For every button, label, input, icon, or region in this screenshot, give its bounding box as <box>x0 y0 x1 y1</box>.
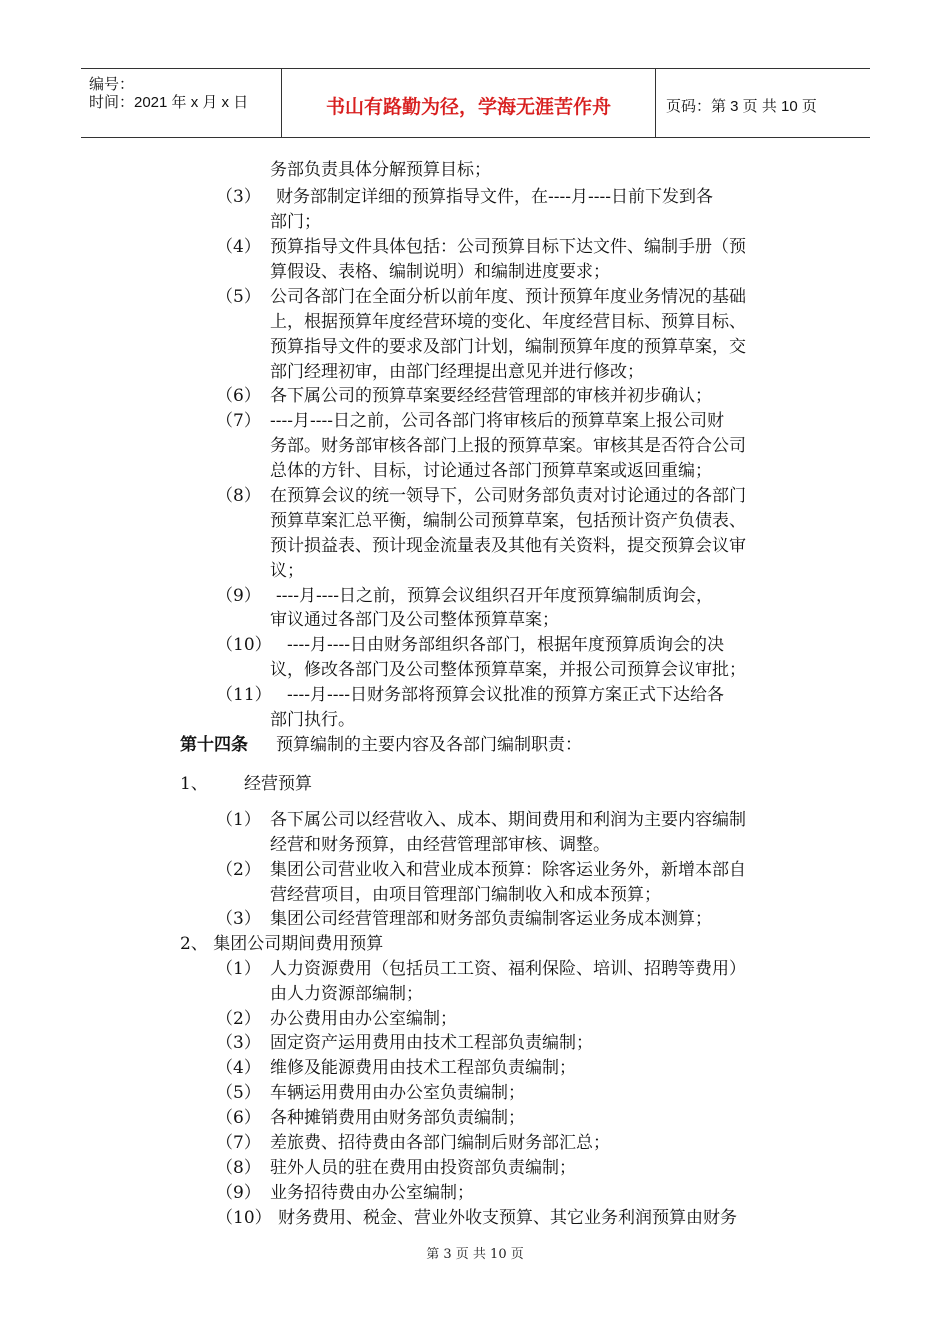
text-line: ----月----日之前，预算会议组织召开年度预算编制质询会， <box>276 586 713 606</box>
text-line: 议； <box>270 561 304 581</box>
text-line: 预算草案汇总平衡，编制公司预算草案，包括预计资产负债表、 <box>270 511 746 531</box>
item-number: （5） <box>216 1083 261 1103</box>
text-line: ----月----日财务部将预算会议批准的预算方案正式下达给各 <box>287 685 724 705</box>
text-line: 审议通过各部门及公司整体预算草案； <box>270 610 559 630</box>
page-header <box>81 68 870 138</box>
text-line: 在预算会议的统一领导下，公司财务部负责对讨论通过的各部门 <box>270 486 746 506</box>
text-line: 人力资源费用（包括员工工资、福利保险、培训、招聘等费用） <box>270 959 746 979</box>
text-line: 营经营项目，由项目管理部门编制收入和成本预算； <box>270 885 661 905</box>
header-page-number: 页码：第 3 页 共 10 页 <box>666 98 817 115</box>
text-line: 务部。财务部审核各部门上报的预算草案。审核其是否符合公司 <box>270 436 746 456</box>
item-number: （6） <box>216 1108 261 1128</box>
article-title: 预算编制的主要内容及各部门编制职责： <box>276 735 582 755</box>
text-line: 部门执行。 <box>270 710 355 730</box>
text-line: 集团公司营业收入和营业成本预算：除客运业务外，新增本部自 <box>270 860 746 880</box>
text-line: 算假设、表格、编制说明）和编制进度要求； <box>270 262 610 282</box>
item-number: （10） <box>216 1208 272 1228</box>
item-number: （11） <box>216 685 272 705</box>
item-number: （5） <box>216 287 261 307</box>
text-line: 总体的方针、目标，讨论通过各部门预算草案或返回重编； <box>270 461 712 481</box>
text-line: 议，修改各部门及公司整体预算草案，并报公司预算会议审批； <box>270 660 746 680</box>
text-line: 财务费用、税金、营业外收支预算、其它业务利润预算由财务 <box>278 1208 737 1228</box>
text-line: 办公费用由办公室编制； <box>270 1009 457 1029</box>
item-number: （4） <box>216 237 261 257</box>
item-number: （1） <box>216 810 261 830</box>
item-number: （2） <box>216 1009 261 1029</box>
section-number: 1、 <box>180 774 208 794</box>
text-line: 业务招待费由办公室编制； <box>270 1183 474 1203</box>
text-line: 维修及能源费用由技术工程部负责编制； <box>270 1058 576 1078</box>
text-line: 车辆运用费用由办公室负责编制； <box>270 1083 525 1103</box>
text-line: 驻外人员的驻在费用由投资部负责编制； <box>270 1158 576 1178</box>
item-number: （9） <box>216 586 261 606</box>
text-line: 经营和财务预算，由经营管理部审核、调整。 <box>270 835 610 855</box>
text-line: 预算指导文件的要求及部门计划，编制预算年度的预算草案，交 <box>270 337 746 357</box>
item-number: （3） <box>216 187 261 207</box>
text-line: 各种摊销费用由财务部负责编制； <box>270 1108 525 1128</box>
item-number: （3） <box>216 1033 261 1053</box>
item-number: （7） <box>216 1133 261 1153</box>
item-number: （2） <box>216 860 261 880</box>
text-line: 公司各部门在全面分析以前年度、预计预算年度业务情况的基础 <box>270 287 746 307</box>
header-motto: 书山有路勤为径，学海无涯苦作舟 <box>325 97 611 118</box>
text-line: 由人力资源部编制； <box>270 984 423 1004</box>
text-line: 部门； <box>270 212 321 232</box>
item-number: （7） <box>216 411 261 431</box>
item-number: （3） <box>216 909 261 929</box>
text-line: ----月----日由财务部组织各部门，根据年度预算质询会的决 <box>287 635 724 655</box>
item-number: （6） <box>216 386 261 406</box>
item-number: （10） <box>216 635 272 655</box>
header-meta-cell <box>81 69 282 137</box>
header-motto-cell <box>282 69 656 137</box>
document-time-label: 时间：2021 年 x 月 x 日 <box>89 94 249 111</box>
document-number-label: 编号： <box>89 76 135 93</box>
text-line: 财务部制定详细的预算指导文件，在----月----日前下发到各 <box>276 187 713 207</box>
text-line: 集团公司经营管理部和财务部负责编制客运业务成本测算； <box>270 909 712 929</box>
section-title: 经营预算 <box>244 774 312 794</box>
text-line: 各下属公司以经营收入、成本、期间费用和利润为主要内容编制 <box>270 810 746 830</box>
text-line: ----月----日之前，公司各部门将审核后的预算草案上报公司财 <box>270 411 724 431</box>
item-number: （8） <box>216 1158 261 1178</box>
article-heading: 第十四条 <box>180 735 248 755</box>
text-line: 各下属公司的预算草案要经经营管理部的审核并初步确认； <box>270 386 712 406</box>
page-footer: 第 3 页 共 10 页 <box>426 1247 524 1262</box>
text-line: 务部负责具体分解预算目标； <box>270 160 491 180</box>
item-number: （9） <box>216 1183 261 1203</box>
text-line: 预计损益表、预计现金流量表及其他有关资料，提交预算会议审 <box>270 536 746 556</box>
text-line: 预算指导文件具体包括：公司预算目标下达文件、编制手册（预 <box>270 237 746 257</box>
item-number: （1） <box>216 959 261 979</box>
section-title: 2、 集团公司期间费用预算 <box>180 934 384 954</box>
text-line: 上，根据预算年度经营环境的变化、年度经营目标、预算目标、 <box>270 312 746 332</box>
item-number: （8） <box>216 486 261 506</box>
text-line: 固定资产运用费用由技术工程部负责编制； <box>270 1033 593 1053</box>
header-page-cell <box>656 69 870 137</box>
item-number: （4） <box>216 1058 261 1078</box>
text-line: 部门经理初审，由部门经理提出意见并进行修改； <box>270 362 644 382</box>
text-line: 差旅费、招待费由各部门编制后财务部汇总； <box>270 1133 610 1153</box>
